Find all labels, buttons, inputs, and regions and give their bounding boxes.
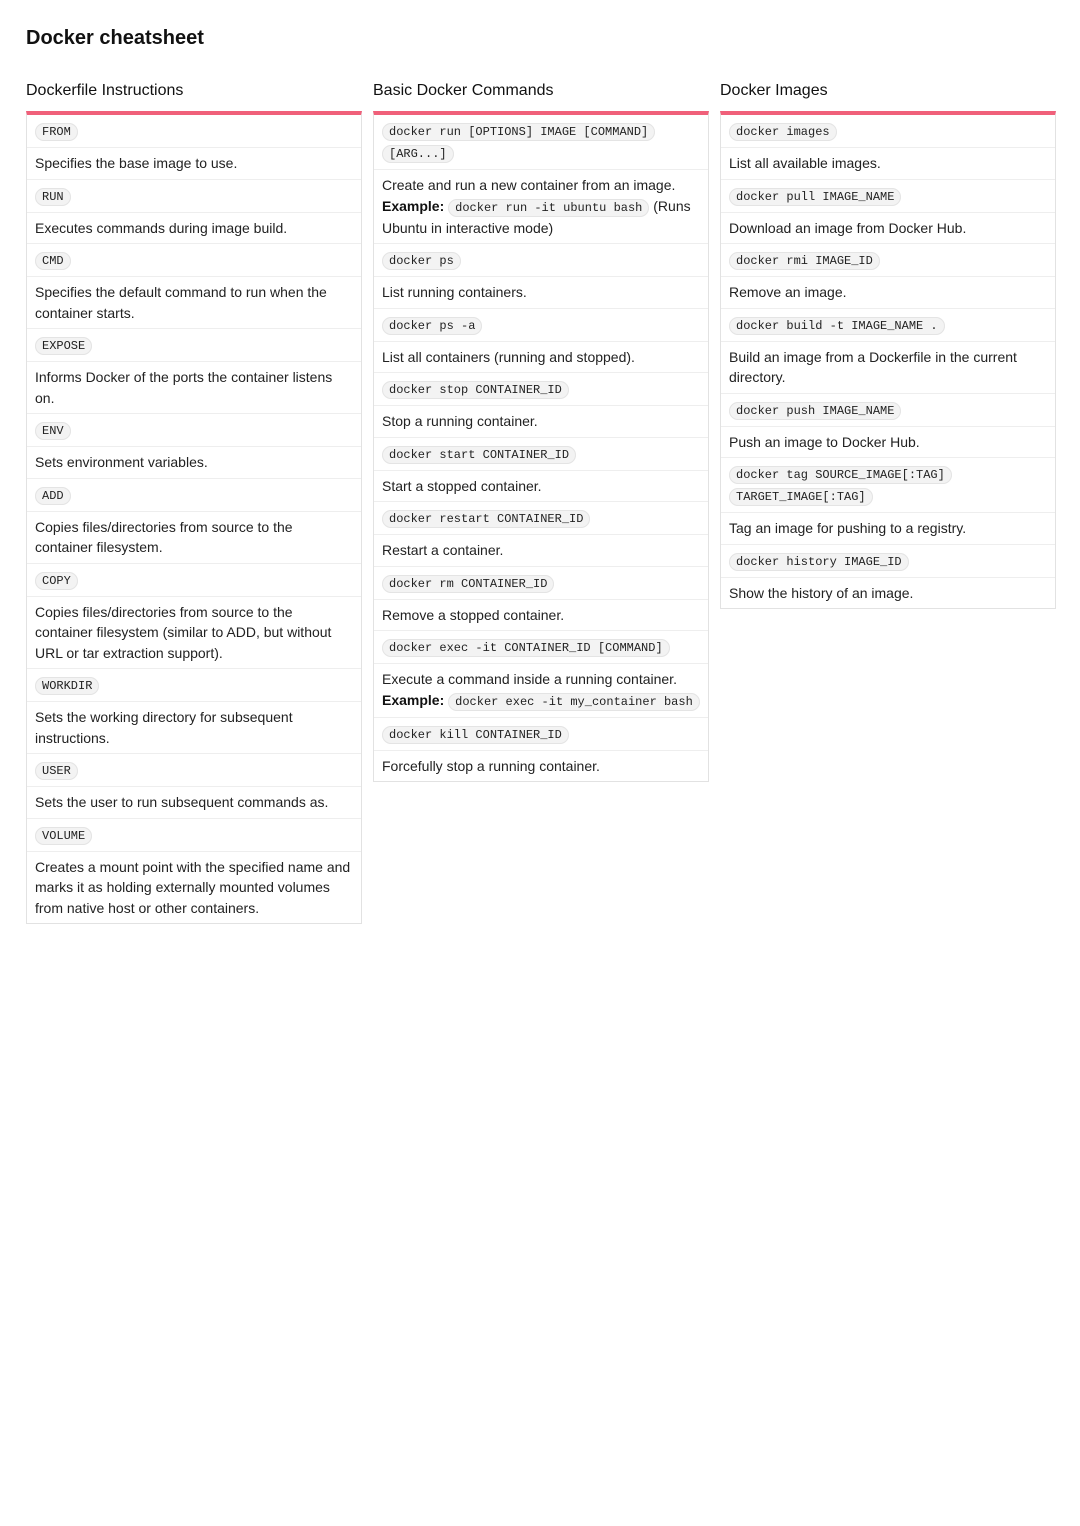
command-code: docker kill CONTAINER_ID: [382, 726, 569, 744]
description-row: [27, 596, 361, 669]
description-row: [27, 212, 361, 244]
command-code: docker rm CONTAINER_ID: [382, 575, 554, 593]
description-row: [721, 276, 1055, 308]
description-text: Executes commands during image build.: [35, 219, 288, 236]
command-code: docker pull IMAGE_NAME: [729, 188, 901, 206]
command-row: [374, 308, 708, 341]
description-text: Show the history of an image.: [729, 584, 914, 601]
command-code: VOLUME: [35, 827, 92, 845]
command-row: [27, 753, 361, 786]
page-title: Docker cheatsheet: [26, 27, 204, 49]
command-code: docker ps: [382, 252, 461, 270]
description-row: [27, 701, 361, 753]
section-heading: Dockerfile Instructions: [26, 82, 184, 99]
description-text: Stop a running container.: [382, 413, 538, 429]
command-code: docker push IMAGE_NAME: [729, 402, 901, 420]
description-text: Start a stopped container.: [382, 477, 542, 494]
command-code: docker tag SOURCE_IMAGE[:TAG] TARGET_IMAGE[:TAG]: [729, 466, 952, 506]
description-text: Sets environment variables.: [35, 454, 208, 470]
description-row: [374, 276, 708, 308]
section-table: [720, 111, 1056, 609]
description-row: [374, 663, 708, 717]
description-row: [721, 512, 1055, 544]
command-row: [721, 393, 1055, 426]
description-row: [27, 511, 361, 563]
description-text: List running containers.: [382, 284, 527, 300]
command-code: docker build -t IMAGE_NAME .: [729, 317, 945, 335]
description-row: [374, 750, 708, 782]
description-text: Sets the working directory for subsequent instructions.: [35, 709, 293, 746]
command-row: [27, 243, 361, 276]
command-row: [721, 179, 1055, 212]
description-row: [374, 405, 708, 437]
example-code: docker run -it ubuntu bash: [448, 199, 649, 217]
description-text: Informs Docker of the ports the container listens on.: [35, 369, 333, 406]
description-text: List all available images.: [729, 155, 881, 171]
command-row: [721, 115, 1055, 147]
command-row: [374, 437, 708, 470]
description-text: Copies files/directories from source to the container filesystem (similar to ADD, but without URL or tar extraction support).: [35, 603, 332, 661]
command-code: docker run [OPTIONS] IMAGE [COMMAND] [ARG...]: [382, 123, 655, 163]
description-row: [721, 577, 1055, 609]
description-row: [374, 169, 708, 243]
description-text: Remove a stopped container.: [382, 606, 565, 623]
section-column: [720, 80, 1056, 924]
section-column: [26, 80, 362, 924]
command-code: docker history IMAGE_ID: [729, 553, 909, 571]
command-row: [27, 115, 361, 147]
command-code: WORKDIR: [35, 677, 99, 695]
description-text: Sets the user to run subsequent commands as.: [35, 794, 329, 810]
command-row: [27, 818, 361, 851]
description-row: [721, 426, 1055, 458]
description-row: [27, 786, 361, 818]
description-row: [27, 361, 361, 413]
description-text: Download an image from Docker Hub.: [729, 219, 967, 236]
command-code: COPY: [35, 572, 78, 590]
command-row: [374, 717, 708, 750]
section-heading: Basic Docker Commands: [373, 82, 554, 99]
command-code: FROM: [35, 123, 78, 141]
example-code: docker exec -it my_container bash: [448, 693, 700, 711]
description-text: Push an image to Docker Hub.: [729, 433, 920, 450]
description-text: Execute a command inside a running container.: [382, 671, 677, 687]
section-table: [373, 111, 709, 782]
description-row: [27, 147, 361, 179]
command-row: [374, 566, 708, 599]
description-text: Remove an image.: [729, 284, 847, 300]
command-code: ADD: [35, 487, 71, 505]
command-row: [374, 501, 708, 534]
description-row: [721, 212, 1055, 244]
description-row: [374, 341, 708, 373]
command-code: CMD: [35, 252, 71, 270]
command-code: ENV: [35, 422, 71, 440]
command-code: docker rmi IMAGE_ID: [729, 252, 880, 270]
example-note: (Runs Ubuntu in interactive mode): [382, 197, 691, 236]
description-text: Build an image from a Dockerfile in the current directory.: [729, 348, 1017, 385]
description-row: [27, 446, 361, 478]
description-row: [374, 599, 708, 631]
description-row: [374, 534, 708, 566]
description-text: Forcefully stop a running container.: [382, 757, 600, 774]
command-row: [27, 478, 361, 511]
command-code: docker restart CONTAINER_ID: [382, 510, 590, 528]
command-code: docker start CONTAINER_ID: [382, 446, 576, 464]
description-text: Specifies the base image to use.: [35, 155, 238, 171]
command-code: docker images: [729, 123, 837, 141]
command-code: USER: [35, 762, 78, 780]
command-row: [721, 243, 1055, 276]
command-row: [374, 630, 708, 663]
command-code: docker exec -it CONTAINER_ID [COMMAND]: [382, 639, 670, 657]
columns: [26, 80, 1056, 924]
description-row: [27, 851, 361, 924]
description-text: Tag an image for pushing to a registry.: [729, 520, 967, 536]
command-row: [27, 413, 361, 446]
description-row: [374, 470, 708, 502]
command-row: [27, 563, 361, 596]
description-text: Restart a container.: [382, 542, 504, 558]
command-row: [27, 179, 361, 212]
description-row: [721, 341, 1055, 393]
section-column: [373, 80, 709, 924]
description-row: [721, 147, 1055, 179]
command-row: [27, 668, 361, 701]
command-code: RUN: [35, 188, 71, 206]
command-row: [374, 115, 708, 169]
command-row: [374, 243, 708, 276]
description-text: Copies files/directories from source to the container filesystem.: [35, 518, 293, 555]
command-row: [27, 328, 361, 361]
description-text: Specifies the default command to run when the container starts.: [35, 284, 327, 321]
description-text: Create and run a new container from an image.: [382, 177, 676, 193]
description-text: List all containers (running and stopped).: [382, 348, 635, 365]
example-label: Example:: [382, 691, 445, 708]
description-text: Creates a mount point with the specified name and marks it as holding externally mounted volumes from native host or other containers.: [35, 858, 351, 916]
command-row: [721, 308, 1055, 341]
command-row: [721, 457, 1055, 512]
section-table: [26, 111, 362, 924]
section-heading: Docker Images: [720, 82, 828, 99]
example-label: Example:: [382, 197, 445, 214]
command-code: docker stop CONTAINER_ID: [382, 381, 569, 399]
command-code: EXPOSE: [35, 337, 92, 355]
description-row: [27, 276, 361, 328]
command-row: [721, 544, 1055, 577]
command-code: docker ps -a: [382, 317, 482, 335]
command-row: [374, 372, 708, 405]
